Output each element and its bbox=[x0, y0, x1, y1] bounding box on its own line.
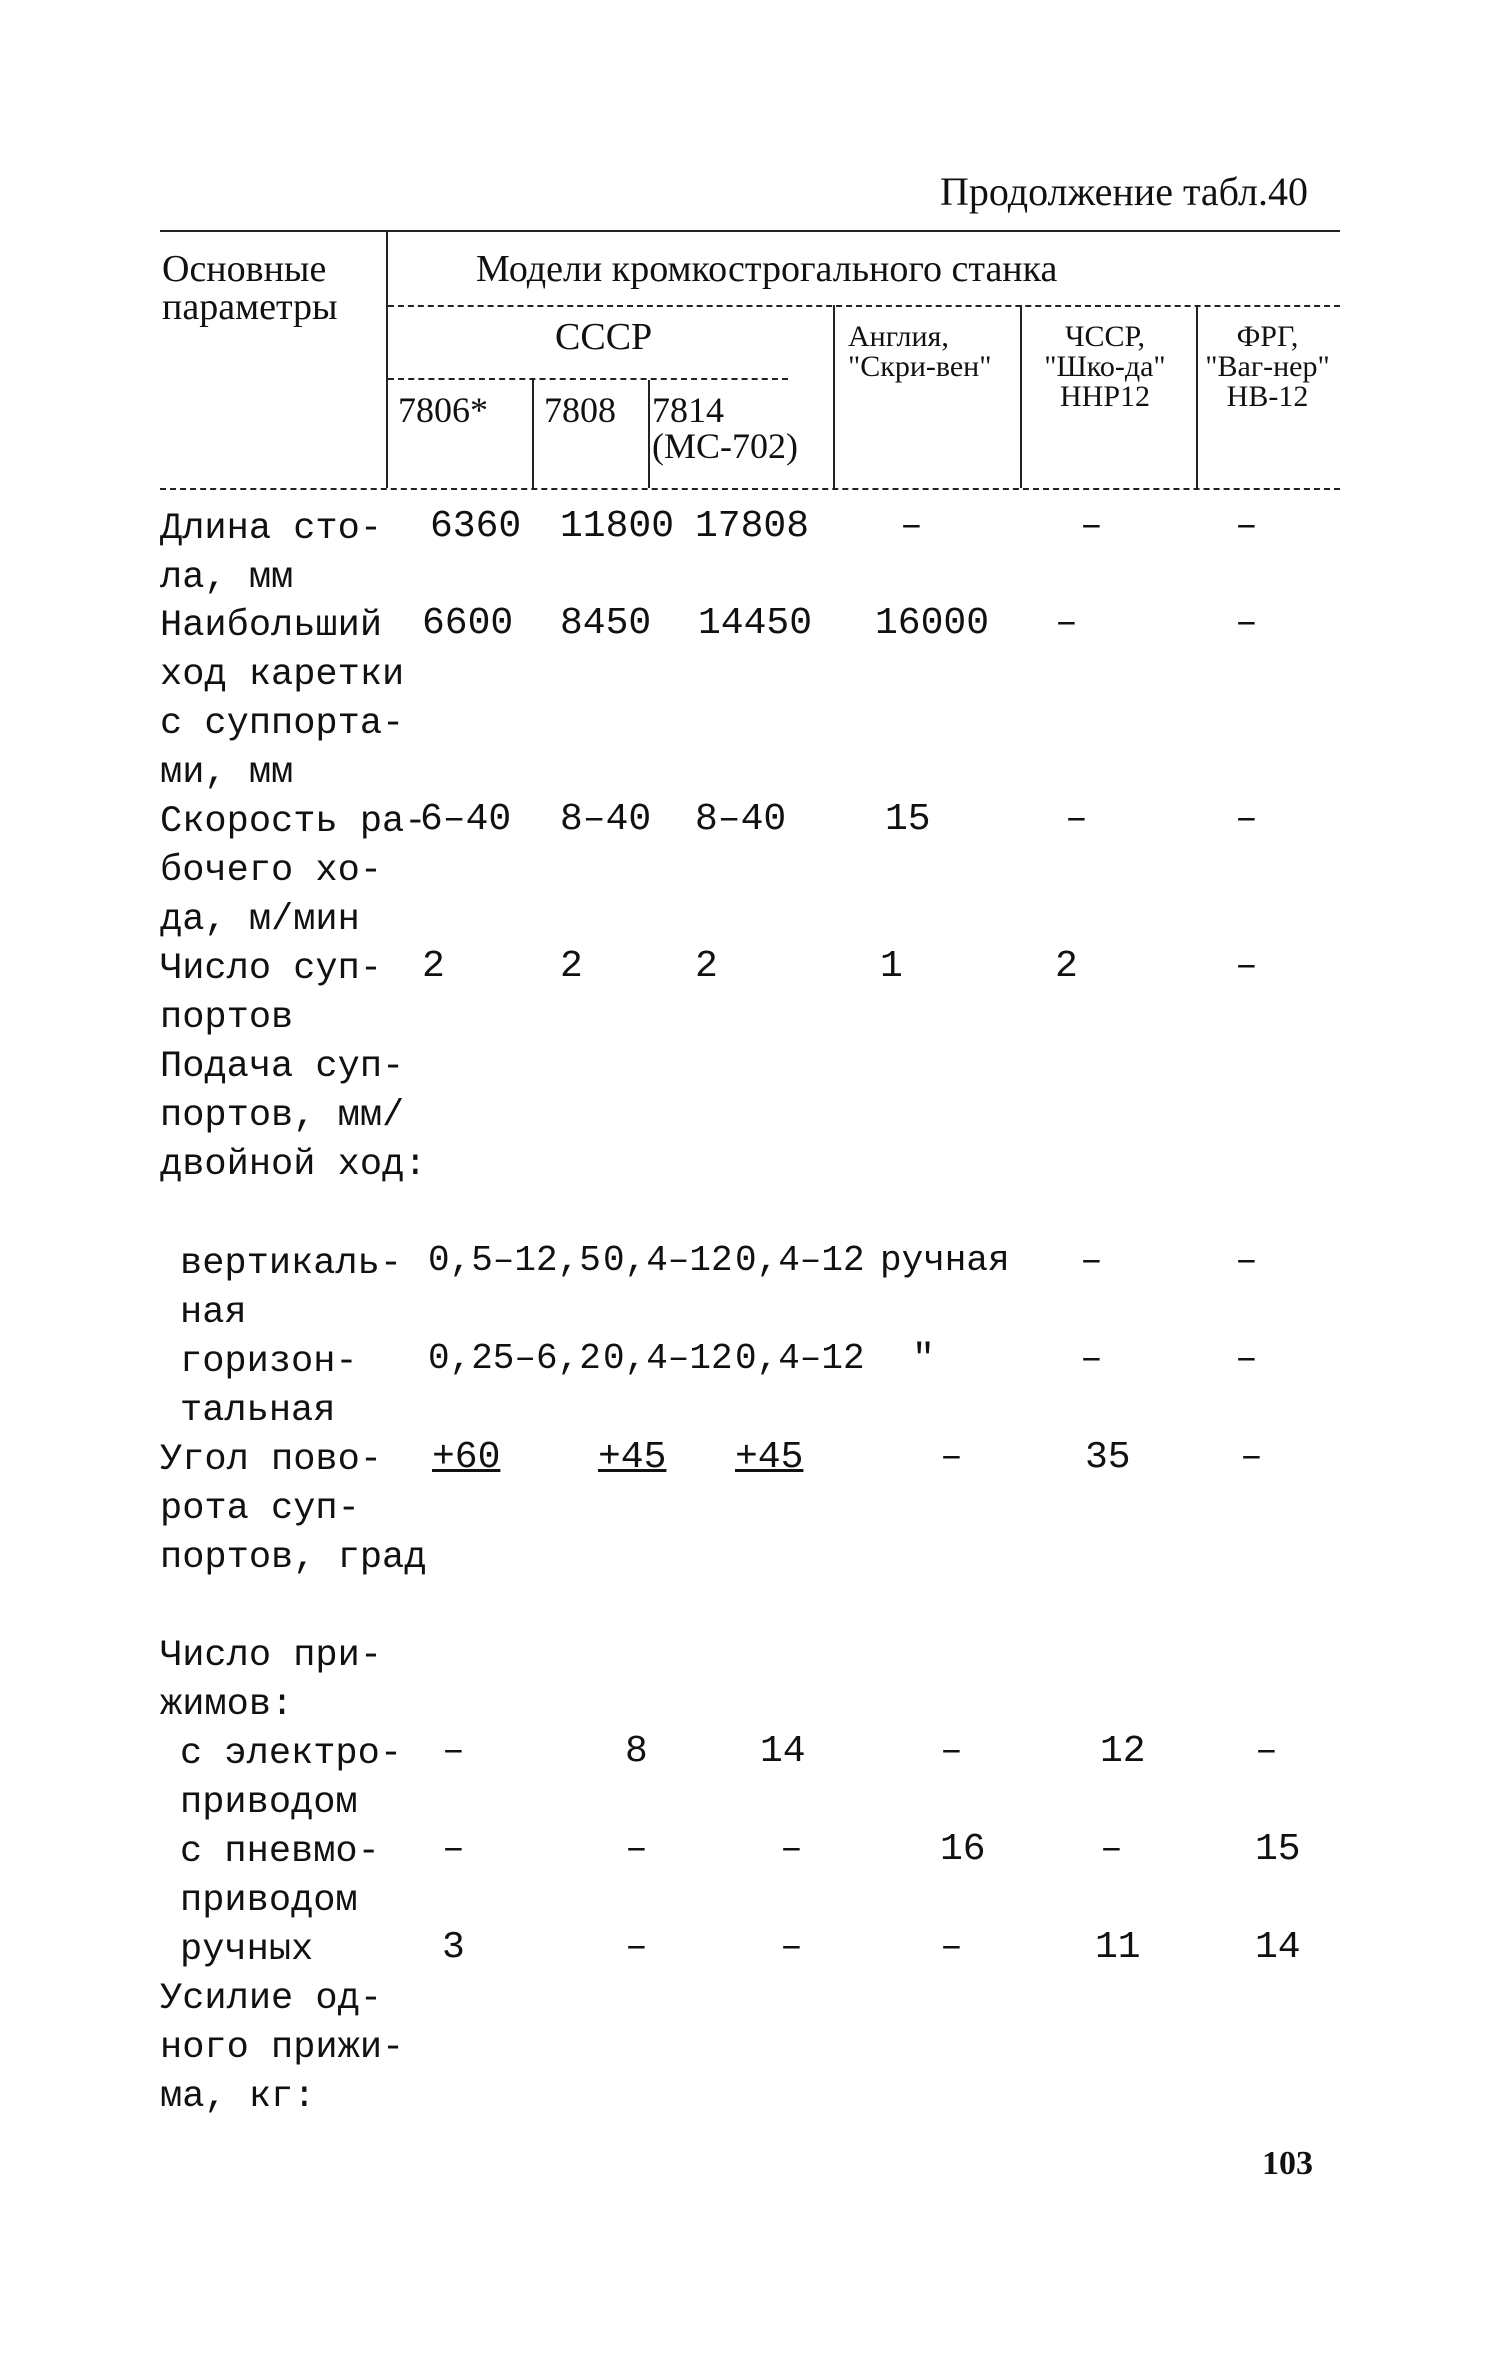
cell-support-count-czech: 2 bbox=[1055, 945, 1078, 988]
cell-feed-vertical-7806: 0,5–12,5 bbox=[428, 1240, 601, 1281]
header-czech: ЧССР, "Шко-да" ННР12 bbox=[1044, 320, 1166, 413]
cell-support-count-frg: – bbox=[1235, 945, 1258, 988]
cell-work-speed-england: 15 bbox=[885, 798, 931, 841]
cell-table-length-7814: 17808 bbox=[695, 505, 810, 548]
cell-clamp-pneumatic-frg: 15 bbox=[1255, 1828, 1301, 1871]
header-ussr-rule bbox=[388, 378, 788, 380]
cell-work-speed-czech: – bbox=[1065, 798, 1088, 841]
cell-carriage-travel-frg: – bbox=[1235, 602, 1258, 645]
cell-feed-horizontal-7808: 0,4–12 bbox=[603, 1338, 733, 1379]
header-divider-params bbox=[386, 232, 388, 488]
param-name-clamp-electric: с электро-приводом bbox=[180, 1733, 403, 1824]
cell-rotation-angle-czech: 35 bbox=[1085, 1436, 1131, 1479]
cell-feed-vertical-7814: 0,4–12 bbox=[735, 1240, 865, 1281]
cell-carriage-travel-czech: – bbox=[1055, 602, 1078, 645]
cell-table-length-czech: – bbox=[1080, 505, 1103, 548]
cell-clamp-manual-7806: 3 bbox=[442, 1926, 465, 1969]
cell-feed-vertical-england: ручная bbox=[880, 1240, 1010, 1281]
cell-carriage-travel-7808: 8450 bbox=[560, 602, 652, 645]
cell-clamp-electric-frg: – bbox=[1255, 1730, 1278, 1773]
cell-clamp-pneumatic-7806: – bbox=[442, 1828, 465, 1871]
cell-table-length-7808: 11800 bbox=[560, 505, 675, 548]
cell-support-count-7806: 2 bbox=[422, 945, 445, 988]
cell-feed-horizontal-czech: – bbox=[1080, 1338, 1103, 1381]
header-model-7814: 7814 (МС-702) bbox=[652, 390, 798, 466]
cell-clamp-electric-7814: 14 bbox=[760, 1730, 806, 1773]
param-name-rotation-angle: Угол пово-рота суп-портов, град bbox=[160, 1439, 427, 1579]
param-name-clamp-manual: ручных bbox=[180, 1929, 314, 1971]
param-name-table-length: Длина сто-ла, мм bbox=[160, 508, 383, 599]
cell-feed-horizontal-7806: 0,25–6,2 bbox=[428, 1338, 601, 1379]
cell-clamp-manual-czech: 11 bbox=[1095, 1926, 1141, 1969]
cell-work-speed-7814: 8–40 bbox=[695, 798, 787, 841]
cell-table-length-7806: 6360 bbox=[430, 505, 522, 548]
cell-clamp-pneumatic-7814: – bbox=[780, 1828, 803, 1871]
cell-carriage-travel-7806: 6600 bbox=[422, 602, 514, 645]
cell-feed-horizontal-frg: – bbox=[1235, 1338, 1258, 1381]
header-divider-england bbox=[833, 305, 835, 488]
cell-feed-vertical-7808: 0,4–12 bbox=[603, 1240, 733, 1281]
param-name-support-feed: Подача суп-портов, мм/двойной ход: bbox=[160, 1046, 427, 1186]
header-frg: ФРГ, "Ваг-нер" НВ-12 bbox=[1205, 320, 1330, 413]
param-name-work-speed: Скорость ра-бочего хо-да, м/мин bbox=[160, 801, 427, 941]
param-name-support-count: Число суп-портов bbox=[160, 948, 383, 1039]
cell-feed-horizontal-7814: 0,4–12 bbox=[735, 1338, 865, 1379]
cell-rotation-angle-7808: +45 bbox=[598, 1436, 667, 1479]
cell-clamp-pneumatic-czech: – bbox=[1100, 1828, 1123, 1871]
param-name-clamp-force: Усилие од-ного прижи-ма, кг: bbox=[160, 1978, 405, 2118]
cell-work-speed-frg: – bbox=[1235, 798, 1258, 841]
param-name-feed-horizontal: горизон-тальная bbox=[180, 1341, 358, 1432]
cell-clamp-manual-7808: – bbox=[625, 1926, 648, 1969]
header-divider-7808 bbox=[532, 380, 534, 488]
cell-work-speed-7808: 8–40 bbox=[560, 798, 652, 841]
cell-clamp-electric-england: – bbox=[940, 1730, 963, 1773]
cell-table-length-frg: – bbox=[1235, 505, 1258, 548]
cell-support-count-7808: 2 bbox=[560, 945, 583, 988]
cell-carriage-travel-england: 16000 bbox=[875, 602, 990, 645]
param-name-clamp-count: Число при-жимов: bbox=[160, 1635, 383, 1726]
cell-clamp-pneumatic-england: 16 bbox=[940, 1828, 986, 1871]
header-ussr: СССР bbox=[555, 316, 653, 358]
param-name-feed-vertical: вертикаль-ная bbox=[180, 1243, 403, 1334]
header-top-rule bbox=[160, 230, 1340, 232]
cell-feed-vertical-frg: – bbox=[1235, 1240, 1258, 1283]
header-model-7808: 7808 bbox=[544, 390, 616, 430]
header-divider-7814 bbox=[648, 380, 650, 488]
cell-rotation-angle-frg: – bbox=[1240, 1436, 1263, 1479]
cell-table-length-england: – bbox=[900, 505, 923, 548]
cell-clamp-manual-frg: 14 bbox=[1255, 1926, 1301, 1969]
cell-clamp-electric-czech: 12 bbox=[1100, 1730, 1146, 1773]
cell-work-speed-7806: 6–40 bbox=[420, 798, 512, 841]
header-params: Основные параметры bbox=[162, 248, 338, 328]
cell-clamp-manual-england: – bbox=[940, 1926, 963, 1969]
table-caption: Продолжение табл.40 bbox=[940, 169, 1308, 214]
page-number: 103 bbox=[1262, 2145, 1313, 2182]
header-models: Модели кромкострогального станка bbox=[476, 248, 1058, 290]
cell-support-count-7814: 2 bbox=[695, 945, 718, 988]
cell-clamp-manual-7814: – bbox=[780, 1926, 803, 1969]
cell-feed-vertical-czech: – bbox=[1080, 1240, 1103, 1283]
cell-clamp-electric-7808: 8 bbox=[625, 1730, 648, 1773]
cell-clamp-electric-7806: – bbox=[442, 1730, 465, 1773]
param-name-carriage-travel: Наибольший ход каретки с суппорта-ми, мм bbox=[160, 605, 405, 794]
header-divider-czech bbox=[1020, 305, 1022, 488]
cell-clamp-pneumatic-7808: – bbox=[625, 1828, 648, 1871]
cell-rotation-angle-england: – bbox=[940, 1436, 963, 1479]
cell-feed-horizontal-england: " bbox=[912, 1338, 935, 1381]
header-model-7806: 7806* bbox=[398, 390, 488, 430]
cell-rotation-angle-7814: +45 bbox=[735, 1436, 804, 1479]
cell-rotation-angle-7806: +60 bbox=[432, 1436, 501, 1479]
header-divider-frg bbox=[1196, 305, 1198, 488]
header-england: Англия, "Скри-вен" bbox=[848, 320, 992, 383]
cell-carriage-travel-7814: 14450 bbox=[698, 602, 813, 645]
header-bottom-rule bbox=[160, 488, 1340, 490]
param-name-clamp-pneumatic: с пневмо-приводом bbox=[180, 1831, 380, 1922]
cell-support-count-england: 1 bbox=[880, 945, 903, 988]
